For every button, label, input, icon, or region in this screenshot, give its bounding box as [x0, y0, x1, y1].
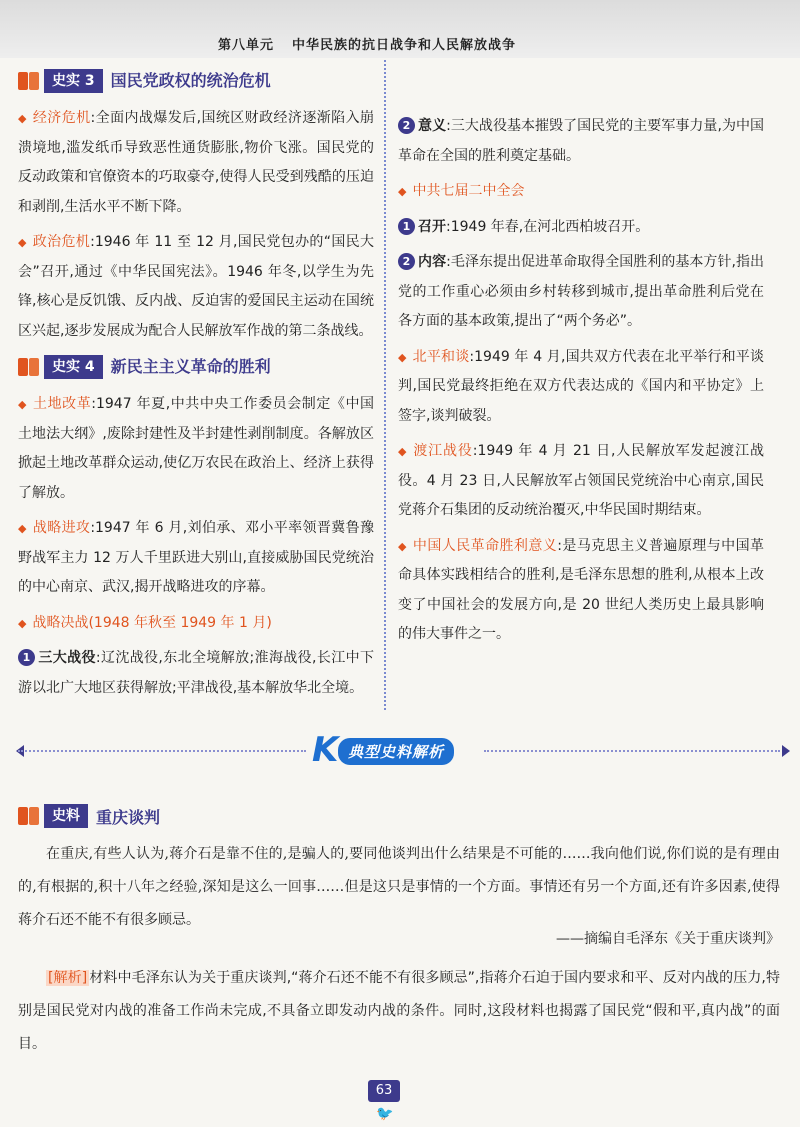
plenum-content-paragraph [398, 248, 764, 337]
diamond-icon: ◆ [18, 398, 28, 411]
river-crossing-label: 渡江战役 [413, 443, 473, 459]
econ-crisis-label: 经济危机 [32, 110, 91, 126]
river-crossing-text: :1949 年 4 月 21 日,人民解放军发起渡江战役。4 月 23 日,人民解放军占领国民党统治中心南京,国民党蒋介石集团的反动统治覆灭,中华民国时期结束。 [398, 443, 764, 518]
number-badge: 1 [398, 218, 415, 235]
arrow-right-icon [782, 745, 790, 757]
econ-crisis-text: :全面内战爆发后,国统区财政经济逐渐陷入崩溃境地,滥发纸币导致恶性通货膨胀,物价飞涨。国民党的反动政策和官僚资本的巧取豪夺,使得人民受到残酷的压迫和剥削,生活水平不断下降。 [18, 110, 375, 215]
plenum-open-paragraph [398, 213, 764, 243]
plenum-open-label: 召开 [418, 218, 446, 235]
material-title: 重庆谈判 [96, 807, 161, 827]
material-tag: 史料 [44, 804, 88, 828]
typical-material-banner [306, 732, 484, 768]
bird-icon: 🐦 [376, 1106, 394, 1122]
section-4-title: 新民主主义革命的胜利 [110, 357, 271, 377]
section-4-tag: 史实 4 [44, 355, 103, 379]
plenum-open-text: :1949 年春,在河北西柏坡召开。 [446, 218, 650, 235]
k-logo-icon: K [312, 730, 339, 770]
number-badge: 1 [18, 649, 35, 666]
book-icon [18, 358, 40, 376]
material-analysis [18, 962, 780, 1061]
strategic-offense-label: 战略进攻 [32, 520, 91, 536]
diamond-icon: ◆ [398, 350, 407, 364]
diamond-icon: ◆ [398, 445, 408, 458]
diamond-icon: ◆ [398, 185, 407, 198]
significance-text: :三大战役基本摧毁了国民党的主要军事力量,为中国革命在全国的胜利奠定基础。 [398, 118, 765, 164]
peace-talks-paragraph [398, 343, 764, 432]
peace-talks-label: 北平和谈 [412, 348, 470, 365]
significance-label: 意义 [418, 118, 447, 134]
plenum-label: 中共七届二中全会 [412, 183, 525, 199]
river-crossing-paragraph [398, 437, 764, 526]
banner-title: 典型史料解析 [338, 738, 454, 765]
pol-crisis-label: 政治危机 [32, 234, 91, 250]
land-reform-paragraph [18, 390, 374, 508]
victory-significance-label: 中国人民革命胜利意义 [412, 537, 558, 554]
strategic-offense-text: :1947 年 6 月,刘伯承、邓小平率领晋冀鲁豫野战军主力 12 万人千里跃进大别山,直接威胁国民党统治的中心南京、武汉,揭开战略进攻的序幕。 [18, 520, 374, 595]
material-quote: 在重庆,有些人认为,蒋介石是靠不住的,是骗人的,要同他谈判出什么结果是不可能的……我向他们说,你们说的是有理由的,有根据的,积十八年之经验,深知是这么一回事……但是这只是事情的一个方面。事情还有另一个方面,还有许多因素,使得蒋介石还不能不有很多顾忌。 [18, 846, 780, 928]
three-campaigns-text: :辽沈战役,东北全境解放;淮海战役,长江中下游以北广大地区获得解放;平津战役,基本解放华北全境。 [18, 650, 374, 696]
analysis-text: 材料中毛泽东认为关于重庆谈判,“蒋介石还不能不有很多顾忌”,指蒋介石迫于国内要求和平、反对内战的压力,特别是国民党对内战的准备工作尚未完成,不具备立即发动内战的条件。同时,这段材料也揭露了国民党“假和平,真内战”的面目。 [18, 970, 780, 1052]
three-campaigns-label: 三大战役 [38, 650, 96, 666]
header-chapter: 中华民族的抗日战争和人民解放战争 [292, 38, 517, 53]
book-icon [18, 72, 40, 90]
right-column [398, 112, 764, 656]
three-campaigns-paragraph [18, 644, 374, 703]
diamond-icon: ◆ [18, 112, 27, 125]
material-heading [18, 801, 160, 831]
significance-paragraph [398, 112, 764, 171]
section-3-tag: 史实 3 [44, 69, 103, 93]
plenum-content-text: :毛泽东提出促进革命取得全国胜利的基本方针,指出党的工作重心必须由乡村转移到城市,提出革命胜利后党在各方面的基本政策,提出了“两个务必”。 [398, 254, 765, 329]
land-reform-text: :1947 年夏,中共中央工作委员会制定《中国土地法大纲》,废除封建性及半封建性剥削制度。各解放区掀起土地改革群众运动,使亿万农民在政治上、经济上获得了解放。 [18, 396, 375, 501]
diamond-icon: ◆ [398, 539, 407, 553]
pol-crisis-text: :1946 年 11 至 12 月,国民党包办的“国民大会”召开,通过《中华民国宪法》。1946 年冬,以学生为先锋,核心是反饥饿、反内战、反迫害的爱国民主运动在国统区兴起,逐步发展成为配合人民解放军作战的第二条战线。 [18, 234, 374, 339]
section-3-title: 国民党政权的统治危机 [110, 71, 271, 91]
header-unit: 第八单元 [218, 38, 275, 53]
page-number: 63 [368, 1080, 400, 1102]
victory-significance-text: :是马克思主义普遍原理与中国革命具体实践相结合的胜利,是毛泽东思想的胜利,从根本上改变了中国社会的发展方向,是 20 世纪人类历史上最具影响的伟大事件之一。 [398, 537, 765, 642]
diamond-icon: ◆ [18, 236, 27, 249]
diamond-icon: ◆ [18, 522, 27, 535]
land-reform-label: 土地改革 [33, 396, 92, 412]
strategic-offense-paragraph [18, 514, 374, 603]
page-header [0, 0, 800, 58]
banner-line-right [484, 750, 780, 752]
diamond-icon: ◆ [18, 616, 27, 630]
left-column [18, 62, 374, 709]
decisive-battle-label: 战略决战(1948 年秋至 1949 年 1 月) [32, 614, 272, 631]
number-badge: 2 [398, 253, 415, 270]
decisive-battle-heading [18, 609, 374, 639]
column-divider [384, 60, 386, 710]
econ-crisis-paragraph [18, 104, 374, 222]
pol-crisis-paragraph [18, 228, 374, 346]
banner-line-left [18, 750, 306, 752]
plenum-content-label: 内容 [418, 254, 447, 270]
plenum-heading [398, 177, 764, 207]
section-3-heading [18, 66, 374, 96]
victory-significance-paragraph [398, 532, 764, 650]
book-icon [18, 807, 40, 825]
peace-talks-text: :1949 年 4 月,国共双方代表在北平举行和平谈判,国民党最终拒绝在双方代表达成的《国内和平协定》上签字,谈判破裂。 [398, 348, 764, 424]
number-badge: 2 [398, 117, 415, 134]
header-title [218, 34, 516, 53]
analysis-tag: [解析] [48, 970, 88, 986]
material-source: ——摘编自毛泽东《关于重庆谈判》 [556, 931, 780, 947]
section-4-heading [18, 352, 374, 382]
